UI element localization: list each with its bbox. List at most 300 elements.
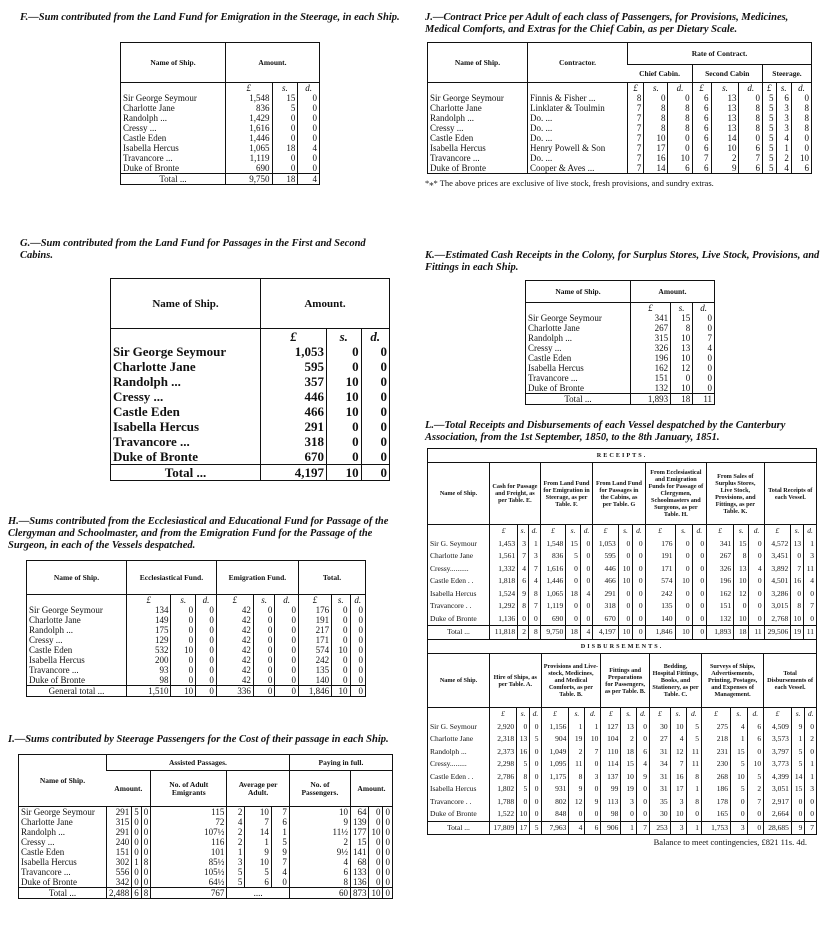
- col-paying: Paying in full.: [289, 755, 392, 771]
- value-cell: 7: [628, 153, 644, 163]
- value-cell: 318: [593, 600, 618, 613]
- value-cell: 1,548: [540, 538, 566, 551]
- value-cell: 0: [518, 613, 529, 626]
- value-cell: 7: [271, 857, 289, 867]
- value-cell: 0: [692, 538, 707, 551]
- value-cell: 10: [326, 389, 361, 404]
- value-cell: 5: [245, 867, 272, 877]
- value-cell: 0: [271, 877, 289, 888]
- currency-symbol: £: [226, 83, 273, 94]
- value-cell: 0: [675, 588, 692, 601]
- value-cell: 2: [569, 746, 585, 759]
- value-cell: 242: [298, 655, 331, 665]
- value-cell: 0: [692, 563, 707, 576]
- currency-symbol: £: [628, 83, 644, 94]
- value-cell: 5: [762, 163, 776, 174]
- table-row: [428, 758, 817, 771]
- value-cell: 1: [791, 733, 805, 746]
- table-row: [526, 343, 715, 353]
- value-cell: 42: [216, 615, 253, 625]
- value-cell: 4: [569, 821, 585, 835]
- value-cell: 8: [791, 600, 804, 613]
- value-cell: 0: [272, 163, 298, 174]
- value-cell: 98: [601, 808, 621, 821]
- value-cell: 275: [702, 721, 731, 734]
- value-cell: 31: [650, 771, 671, 784]
- currency-symbol: £: [645, 525, 675, 538]
- value-cell: 4: [804, 575, 817, 588]
- value-cell: 1,818: [490, 575, 518, 588]
- table-h: [26, 560, 366, 697]
- currency-symbol: £: [261, 329, 327, 345]
- value-cell: 11: [749, 626, 764, 640]
- value-cell: 466: [593, 575, 618, 588]
- value-cell: 35: [650, 796, 671, 809]
- table-row: [27, 675, 366, 686]
- value-cell: 10: [369, 888, 383, 899]
- value-cell: 836: [540, 550, 566, 563]
- column-header: From Land Fund for Passages in the Cabins, as per Table. G: [593, 463, 645, 525]
- value-cell: 10: [675, 626, 692, 640]
- ship-name: Castle Eden: [528, 353, 572, 363]
- value-cell: 690: [540, 613, 566, 626]
- value-cell: 10: [245, 807, 272, 818]
- value-cell: 0: [805, 808, 817, 821]
- currency-symbol: d.: [585, 708, 601, 721]
- col-eccl: Ecclesiastical Fund.: [127, 561, 217, 595]
- currency-symbol: d.: [580, 525, 592, 538]
- value-cell: 8: [668, 123, 692, 133]
- contractor-name: Do. ...: [528, 113, 628, 123]
- value-cell: 6: [289, 867, 350, 877]
- value-cell: 240: [107, 837, 132, 847]
- value-cell: 0: [693, 383, 715, 394]
- value-cell: 1,446: [540, 575, 566, 588]
- value-cell: 7: [692, 153, 711, 163]
- value-cell: 4,572: [764, 538, 791, 551]
- currency-spacer: [27, 595, 127, 606]
- currency-symbol: s.: [566, 525, 581, 538]
- ship-name: Cressy.........: [430, 759, 467, 768]
- value-cell: 0: [141, 877, 151, 888]
- value-cell: 11: [804, 563, 817, 576]
- value-cell: 134: [127, 605, 171, 615]
- currency-row: [526, 303, 715, 314]
- value-cell: 1,616: [226, 123, 273, 133]
- value-cell: 4: [528, 575, 540, 588]
- table-row: [428, 575, 817, 588]
- value-cell: 1,561: [490, 550, 518, 563]
- table-row: [27, 605, 366, 615]
- ship-name: Isabella Hercus: [430, 143, 486, 153]
- disbursements-heading: DISBURSEMENTS.: [580, 642, 664, 650]
- value-cell: 10: [332, 645, 350, 655]
- value-cell: 10: [747, 758, 764, 771]
- value-cell: 6: [271, 817, 289, 827]
- value-cell: 0: [332, 605, 350, 615]
- table-row: [428, 163, 812, 174]
- value-cell: 2: [518, 626, 529, 640]
- value-cell: 4,197: [593, 626, 618, 640]
- value-cell: 1,802: [490, 783, 517, 796]
- value-cell: 0: [272, 133, 298, 143]
- currency-symbol: s.: [671, 303, 693, 314]
- currency-symbol: d.: [686, 708, 702, 721]
- value-cell: 7: [628, 143, 644, 153]
- table-row: [111, 389, 390, 404]
- value-cell: 7: [628, 103, 644, 113]
- value-cell: 140: [298, 675, 331, 686]
- value-cell: 17: [517, 821, 530, 835]
- value-cell: 68: [350, 857, 369, 867]
- value-cell: 10: [618, 626, 633, 640]
- value-cell: 0: [675, 538, 692, 551]
- value-cell: 315: [107, 817, 132, 827]
- value-cell: 8: [686, 796, 702, 809]
- value-cell: 1,616: [540, 563, 566, 576]
- column-header: Hire of Ships, as per Table. A.: [490, 654, 542, 708]
- value-cell: 60: [289, 888, 350, 899]
- ship-name: Cressy ...: [113, 389, 164, 404]
- value-cell: 171: [645, 563, 675, 576]
- currency-symbol: d.: [350, 595, 366, 606]
- ship-name: Charlotte Jane: [113, 359, 196, 374]
- value-cell: 5: [271, 837, 289, 847]
- value-cell: 1,095: [541, 758, 569, 771]
- value-cell: 0: [171, 605, 196, 615]
- currency-symbol: d.: [805, 708, 817, 721]
- table-row: [19, 837, 393, 847]
- ship-name: Duke of Bronte: [113, 449, 198, 464]
- value-cell: 2,920: [490, 721, 517, 734]
- total-label: General total ...: [48, 686, 105, 696]
- value-cell: 0: [171, 675, 196, 686]
- receipts-heading: RECEIPTS.: [596, 452, 648, 459]
- value-cell: 10: [369, 827, 383, 837]
- value-cell: 1: [585, 721, 601, 734]
- value-cell: 0: [383, 817, 393, 827]
- value-cell: 0: [326, 449, 361, 465]
- value-cell: 7: [628, 123, 644, 133]
- ship-name: Cressy ...: [528, 343, 562, 353]
- value-cell: 0: [805, 721, 817, 734]
- value-cell: 0: [692, 550, 707, 563]
- value-cell: 0: [528, 613, 540, 626]
- value-cell: 0: [326, 419, 361, 434]
- value-cell: 13: [711, 103, 739, 113]
- col-steerage: Steerage.: [762, 65, 811, 83]
- value-cell: 8: [644, 123, 668, 133]
- value-cell: 7: [739, 153, 762, 163]
- value-cell: 1,156: [541, 721, 569, 734]
- value-cell: 0: [253, 615, 275, 625]
- value-cell: 200: [127, 655, 171, 665]
- value-cell: 0: [361, 359, 389, 374]
- table-row: [428, 550, 817, 563]
- currency-symbol: s.: [517, 708, 530, 721]
- value-cell: 0: [791, 588, 804, 601]
- currency-symbol: £: [298, 595, 331, 606]
- table-row: [27, 665, 366, 675]
- table-row: [526, 323, 715, 333]
- value-cell: 0: [275, 645, 299, 655]
- value-cell: 0: [804, 613, 817, 626]
- value-cell: 9: [585, 796, 601, 809]
- value-cell: 3,451: [764, 550, 791, 563]
- table-row: [428, 93, 812, 103]
- table-row: [27, 635, 366, 645]
- value-cell: 2: [227, 827, 245, 837]
- value-cell: 0: [141, 837, 151, 847]
- value-cell: 8: [644, 103, 668, 113]
- value-cell: 0: [633, 588, 645, 601]
- currency-symbol: s.: [776, 83, 791, 94]
- value-cell: 0: [791, 808, 805, 821]
- value-cell: 171: [298, 635, 331, 645]
- value-cell: 0: [275, 665, 299, 675]
- value-cell: 3: [585, 771, 601, 784]
- value-cell: 848: [541, 808, 569, 821]
- value-cell: 3,892: [764, 563, 791, 576]
- ship-name: Travancore ...: [123, 153, 173, 163]
- value-cell: 18: [272, 174, 298, 185]
- table-row: [428, 783, 817, 796]
- value-cell: 7: [518, 550, 529, 563]
- value-cell: 136: [350, 877, 369, 888]
- value-cell: 0: [633, 550, 645, 563]
- value-cell: 0: [132, 867, 142, 877]
- currency-symbol: s.: [670, 708, 686, 721]
- value-cell: 466: [261, 404, 327, 419]
- value-cell: 0: [350, 675, 366, 686]
- currency-symbol: £: [762, 83, 776, 94]
- value-cell: 10: [289, 807, 350, 818]
- value-cell: 0: [618, 538, 633, 551]
- total-row: [428, 821, 817, 835]
- value-cell: 8: [739, 103, 762, 113]
- value-cell: 99: [601, 783, 621, 796]
- currency-symbol: s.: [171, 595, 196, 606]
- value-cell: 16: [517, 746, 530, 759]
- value-cell: 5: [272, 103, 298, 113]
- ship-name: Randolph ...: [21, 827, 65, 837]
- currency-symbol: £: [631, 303, 671, 314]
- value-cell: 1,893: [631, 394, 671, 405]
- value-cell: 0: [805, 796, 817, 809]
- col-amount: Amount.: [114, 783, 143, 793]
- value-cell: 2,488: [107, 888, 132, 899]
- value-cell: 0: [383, 867, 393, 877]
- currency-symbol: s.: [518, 525, 529, 538]
- value-cell: 0: [636, 733, 649, 746]
- value-cell: 1: [805, 758, 817, 771]
- value-cell: 6: [692, 123, 711, 133]
- value-cell: 0: [692, 613, 707, 626]
- value-cell: 0: [749, 588, 764, 601]
- total-label: Total ...: [48, 888, 77, 898]
- ship-name: Cressy ...: [21, 837, 55, 847]
- value-cell: 0: [693, 323, 715, 333]
- table-row: [19, 807, 393, 818]
- currency-row: [121, 83, 320, 94]
- value-cell: 906: [601, 821, 621, 835]
- value-cell: 0: [791, 796, 805, 809]
- column-header: Fittings and Preparations for Passengers, as per Table. B.: [601, 654, 650, 708]
- col-pass: No. of Passengers.: [289, 771, 350, 807]
- value-cell: 3: [776, 103, 791, 113]
- value-cell: 0: [734, 600, 749, 613]
- value-cell: 0: [369, 817, 383, 827]
- table-row: [526, 333, 715, 343]
- value-cell: 0: [530, 721, 541, 734]
- col-amount: Amount.: [631, 281, 715, 303]
- total-label: Total ...: [159, 174, 187, 184]
- value-cell: 11: [804, 626, 817, 640]
- value-cell: 10: [585, 733, 601, 746]
- value-cell: 326: [707, 563, 734, 576]
- value-cell: 8: [518, 600, 529, 613]
- table-row: [428, 133, 812, 143]
- value-cell: 3: [776, 123, 791, 133]
- value-cell: 1,065: [226, 143, 273, 153]
- value-cell: 19: [621, 783, 636, 796]
- value-cell: 3,015: [764, 600, 791, 613]
- value-cell: 4: [289, 857, 350, 867]
- value-cell: 0: [693, 373, 715, 383]
- value-cell: 2: [289, 837, 350, 847]
- table-row: [111, 359, 390, 374]
- value-cell: ....: [227, 888, 290, 899]
- value-cell: 873: [350, 888, 369, 899]
- value-cell: 6: [132, 888, 142, 899]
- table-l-section: [425, 420, 823, 847]
- currency-symbol: s.: [675, 525, 692, 538]
- ship-name: Duke of Bronte: [430, 809, 477, 818]
- value-cell: 0: [739, 133, 762, 143]
- table-row: [19, 847, 393, 857]
- value-cell: 0: [580, 600, 592, 613]
- value-cell: 10: [791, 153, 811, 163]
- value-cell: 8: [569, 771, 585, 784]
- value-cell: 0: [332, 665, 350, 675]
- value-cell: 177: [350, 827, 369, 837]
- value-cell: 0: [791, 550, 804, 563]
- value-cell: 9: [518, 588, 529, 601]
- column-header: Total Receipts of each Vessel.: [764, 463, 816, 525]
- table-j-note: *⁎* The above prices are exclusive of live stock, fresh provisions, and sundry extras.: [425, 178, 714, 188]
- table-row: [19, 827, 393, 837]
- value-cell: 3: [776, 113, 791, 123]
- currency-symbol: d.: [693, 303, 715, 314]
- value-cell: 0: [517, 721, 530, 734]
- currency-symbol: £: [764, 708, 792, 721]
- value-cell: 0: [369, 807, 383, 818]
- value-cell: 0: [132, 827, 142, 837]
- ship-name: Randolph ...: [528, 333, 572, 343]
- value-cell: 10: [670, 721, 686, 734]
- value-cell: 1: [245, 837, 272, 847]
- currency-symbol: £: [593, 525, 618, 538]
- value-cell: 8: [668, 113, 692, 123]
- value-cell: 133: [350, 867, 369, 877]
- value-cell: 8: [791, 123, 811, 133]
- value-cell: 0: [530, 796, 541, 809]
- table-row: [428, 796, 817, 809]
- table-row: [27, 655, 366, 665]
- ship-name: Travancore ...: [113, 434, 190, 449]
- ship-name: Travancore ...: [21, 867, 71, 877]
- value-cell: 1,446: [226, 133, 273, 143]
- total-row: [121, 174, 320, 185]
- value-cell: 0: [350, 686, 366, 697]
- column-header: From Ecclesiastical and Emigration Funds for Passage of Clergymen, Schoolmasters and Surgeons, as per Table. H.: [645, 463, 706, 525]
- value-cell: 0: [566, 563, 581, 576]
- value-cell: 3: [621, 796, 636, 809]
- value-cell: 315: [631, 333, 671, 343]
- value-cell: 42: [216, 635, 253, 645]
- value-cell: 11: [686, 758, 702, 771]
- total-row: [27, 686, 366, 697]
- value-cell: 1,175: [541, 771, 569, 784]
- value-cell: 0: [618, 600, 633, 613]
- value-cell: 10: [671, 333, 693, 343]
- value-cell: 6: [692, 133, 711, 143]
- value-cell: 13: [711, 123, 739, 133]
- value-cell: 6: [692, 163, 711, 174]
- value-cell: 0: [350, 605, 366, 615]
- value-cell: 0: [132, 847, 142, 857]
- table-row: [111, 434, 390, 449]
- table-f: [120, 42, 320, 185]
- value-cell: 0: [275, 675, 299, 686]
- value-cell: 253: [650, 821, 671, 835]
- value-cell: 19: [569, 733, 585, 746]
- value-cell: 1,119: [226, 153, 273, 163]
- col-ship: Name of Ship.: [39, 775, 86, 785]
- value-cell: 9: [791, 821, 805, 835]
- value-cell: 4: [670, 733, 686, 746]
- column-header: Surveys of Ships, Advertisements, Printing, Postages, and Expenses of Management.: [702, 654, 764, 708]
- value-cell: 16: [670, 771, 686, 784]
- table-row: [526, 313, 715, 323]
- col-ship: Name of Ship.: [439, 490, 478, 497]
- value-cell: 0: [196, 665, 217, 675]
- column-header: From Land Fund for Emigration in Steerage, as per Table. F.: [540, 463, 592, 525]
- value-cell: 802: [541, 796, 569, 809]
- currency-symbol: d.: [275, 595, 299, 606]
- value-cell: 8: [671, 323, 693, 333]
- table-l-title: L.—Total Receipts and Disbursements of each Vessel despatched by the Canterbury Association, from the 1st September, 1850, to the 8th January, 1851.: [425, 420, 786, 443]
- value-cell: 0: [332, 615, 350, 625]
- value-cell: 318: [261, 434, 327, 449]
- value-cell: 0: [633, 600, 645, 613]
- table-row: [428, 721, 817, 734]
- col-amount: Amount.: [261, 279, 390, 329]
- value-cell: 135: [645, 600, 675, 613]
- value-cell: 4: [693, 343, 715, 353]
- value-cell: 42: [216, 645, 253, 655]
- value-cell: 6: [739, 163, 762, 174]
- table-row: [428, 588, 817, 601]
- value-cell: 1,065: [540, 588, 566, 601]
- ship-name: Sir George Seymour: [113, 344, 227, 359]
- value-cell: 9,750: [226, 174, 273, 185]
- table-row: [111, 404, 390, 419]
- value-cell: 7: [628, 163, 644, 174]
- value-cell: 12: [734, 588, 749, 601]
- table-row: [19, 867, 393, 877]
- value-cell: 5: [227, 867, 245, 877]
